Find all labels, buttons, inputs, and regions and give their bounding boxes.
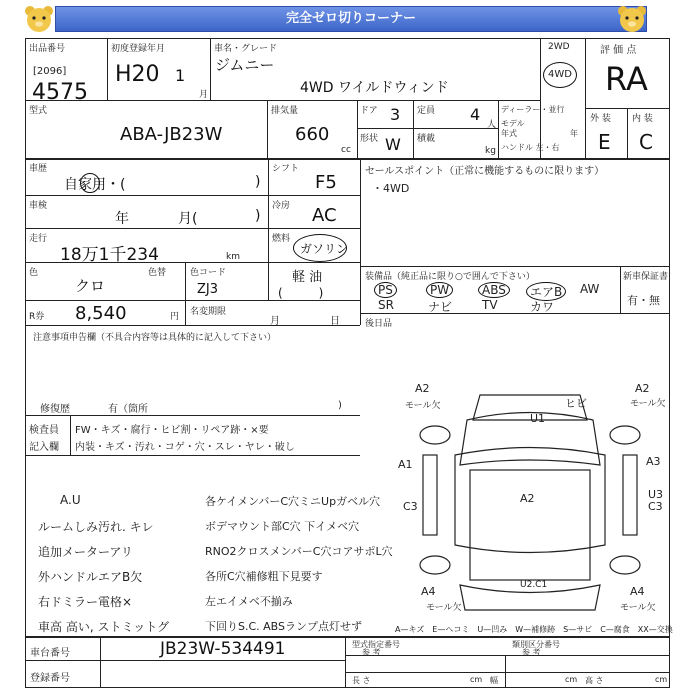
equipment-item: AW: [580, 282, 600, 296]
load-unit: kg: [485, 146, 496, 156]
disp-value: 660: [295, 124, 330, 145]
fuel-value: ガソリン: [300, 242, 349, 256]
ac-value: AC: [312, 205, 337, 226]
damage-mark: モール欠: [620, 603, 656, 613]
inspector-label2: 記入欄: [29, 442, 59, 453]
damage-mark: U3: [648, 488, 664, 501]
newcar-label: 新車保証書: [623, 272, 669, 282]
remark-line: 車高 高い, ストミットグ: [38, 620, 169, 634]
notes-label: 注意事項申告欄（不具合内容等は具体的に記入して下さい）: [33, 333, 277, 343]
damage-mark: A4: [630, 585, 645, 598]
car-name: ジムニー: [215, 56, 275, 74]
height-unit: cm: [655, 675, 668, 684]
fuel-paren: ( ): [278, 286, 324, 300]
class-no-label: 類別区分番号: [512, 640, 560, 649]
remark-line: 下回りS.C. ABSランプ点灯せず: [205, 620, 363, 633]
drive-label: 2WD: [548, 42, 570, 52]
history-label: 車歴: [29, 164, 48, 174]
history-value: 自家用・(: [64, 177, 126, 193]
bear-mascot-icon: [615, 4, 649, 34]
rating-label: 評 価 点: [600, 45, 637, 56]
damage-mark: ヒビ: [565, 397, 587, 410]
handle-label: ハンドル 左・右: [501, 143, 560, 152]
mileage-value: 18万1千234: [60, 245, 159, 265]
repair-value: 有（箇所: [108, 404, 148, 415]
inspection-year: 年: [115, 211, 129, 227]
width-label: 幅: [490, 676, 498, 685]
damage-mark: A2: [415, 382, 430, 395]
type-spec-label: 型式指定番号: [352, 640, 400, 649]
remark-line: 右ドミラー電格×: [38, 595, 133, 609]
seats-unit: 人: [487, 120, 497, 130]
equipment-item: PS: [374, 282, 397, 298]
damage-mark: モール欠: [405, 401, 441, 411]
equip-label: 装備品（純正品に限り○で囲んで下さい）: [365, 272, 535, 282]
shift-label: シフト: [272, 164, 300, 174]
recycle-value: 8,540: [75, 303, 127, 324]
lot-number: 4575: [32, 80, 88, 105]
length-unit: cm: [470, 675, 483, 684]
inspector-row2: 内装・キズ・汚れ・コゲ・穴・スレ・ヤレ・破し: [75, 442, 295, 453]
type-spec-sub: 参 考: [362, 648, 381, 657]
after-label: 後日品: [365, 319, 393, 329]
remark-line: A.U: [60, 493, 81, 507]
model-label: 型式: [29, 106, 48, 116]
remark-line: ルームしみ汚れ. キレ: [38, 520, 154, 534]
damage-mark: モール欠: [630, 399, 666, 409]
color-swap-label: 色替: [148, 268, 167, 278]
newcar-value: 有・無: [627, 294, 660, 307]
equipment-item: カワ: [530, 300, 555, 314]
shape-value: W: [385, 135, 401, 154]
color-label: 色: [29, 268, 39, 278]
car-grade: 4WD ワイルドウィンド: [300, 80, 449, 96]
year-label: 年式: [501, 129, 517, 138]
disp-label: 排気量: [271, 106, 299, 116]
chassis-value: JB23W-534491: [160, 639, 286, 659]
remark-line: 各ケイメンバーC穴ミニUpガベル穴: [205, 495, 381, 508]
load-label: 積載: [417, 134, 436, 144]
seats-value: 4: [470, 105, 481, 124]
doors-label: ドア: [360, 106, 378, 116]
equipment-item: SR: [378, 298, 394, 312]
model-value: ABA-JB23W: [120, 124, 223, 145]
int-label: 内 装: [632, 114, 653, 124]
remark-line: 追加メーターアリ: [38, 545, 133, 559]
inspection-label: 車検: [29, 201, 48, 211]
remark-line: 外ハンドルエアB欠: [38, 570, 143, 584]
damage-mark: A3: [646, 455, 661, 468]
fuel-label: 燃料: [272, 234, 291, 244]
lot-code: [2096]: [33, 66, 67, 77]
damage-mark: モール欠: [426, 603, 462, 613]
damage-mark: A2: [520, 492, 535, 505]
width-unit: cm: [565, 675, 578, 684]
ext-grade: E: [598, 130, 611, 154]
damage-mark: U1: [530, 412, 546, 425]
reg-label: 初度登録年月: [111, 44, 166, 54]
model-year-label: モデル: [501, 119, 525, 128]
damage-mark: A1: [398, 458, 413, 471]
doors-value: 3: [390, 105, 401, 124]
car-label: 車名・グレード: [214, 44, 278, 54]
namechange-month: 月: [270, 316, 280, 327]
inspection-close: ): [255, 208, 261, 224]
banner-title: 完全ゼロ切りコーナー: [55, 6, 647, 32]
sales-item: ・4WD: [372, 182, 410, 195]
damage-mark: U2.C1: [520, 580, 548, 590]
recycle-unit: 円: [170, 312, 180, 322]
rating-value: RA: [605, 60, 648, 98]
remark-line: 各所C穴補修粗下見要す: [205, 570, 323, 583]
disp-unit: cc: [341, 145, 351, 155]
equipment-item: TV: [482, 298, 498, 312]
ext-label: 外 装: [590, 114, 611, 124]
repair-label: 修復歴: [40, 404, 70, 415]
inspection-month: 月(: [178, 211, 198, 227]
equipment-item: PW: [426, 282, 453, 298]
reg-month-unit: 月: [199, 90, 209, 100]
reg-era: H20: [115, 62, 160, 87]
sales-label: セールスポイント（正常に機能するものに限ります）: [365, 166, 605, 177]
damage-mark: A4: [421, 585, 436, 598]
bear-mascot-icon: [22, 4, 56, 34]
fuel-alt: 軽 油: [292, 270, 323, 285]
chassis-label: 車台番号: [30, 648, 70, 659]
damage-mark: A2: [635, 382, 650, 395]
remark-line: ボデマウント部C穴 下イメベ穴: [205, 520, 360, 533]
repair-close: ): [338, 400, 342, 411]
equipment-item: ABS: [478, 282, 510, 298]
regno-label: 登録番号: [30, 673, 70, 684]
damage-legend: A—キズ E—ヘコミ U—凹み W—補修跡 S—サビ C—腐食 XX—交換: [395, 625, 673, 634]
reg-month: 1: [175, 66, 186, 85]
mileage-unit: km: [226, 252, 240, 262]
color-code: ZJ3: [197, 282, 219, 297]
color-value: クロ: [75, 277, 106, 295]
drive-value: 4WD: [548, 69, 572, 80]
year-unit: 年: [570, 129, 578, 138]
shift-value: F5: [315, 172, 337, 193]
inspector-label: 検査員: [29, 425, 59, 436]
mileage-label: 走行: [29, 234, 48, 244]
height-label: 高 さ: [585, 676, 604, 685]
recycle-label: R券: [29, 312, 45, 322]
ac-label: 冷房: [272, 201, 291, 211]
class-no-sub: 参 考: [522, 648, 541, 657]
lot-label: 出品番号: [29, 44, 66, 54]
shape-label: 形状: [360, 134, 379, 144]
seats-label: 定員: [417, 106, 436, 116]
remark-line: RNO2クロスメンバーC穴コアサポL穴: [205, 545, 393, 558]
namechange-day: 日: [330, 316, 340, 327]
history-close: ): [255, 174, 261, 190]
remark-line: 左エイメベ不揃み: [205, 595, 293, 608]
equipment-item: エアB: [526, 282, 566, 301]
equipment-item: ナビ: [428, 300, 453, 314]
length-label: 長 さ: [352, 676, 371, 685]
dealer-label: ディーラー・並行: [501, 105, 565, 114]
color-code-label: 色コード: [190, 268, 227, 278]
int-grade: C: [639, 130, 653, 154]
inspector-row1: FW・キズ・腐行・ヒビ割・リペア跡・×要: [75, 425, 269, 436]
namechange-label: 名変期限: [190, 307, 227, 317]
damage-mark: C3: [403, 500, 418, 513]
damage-mark: C3: [648, 500, 663, 513]
